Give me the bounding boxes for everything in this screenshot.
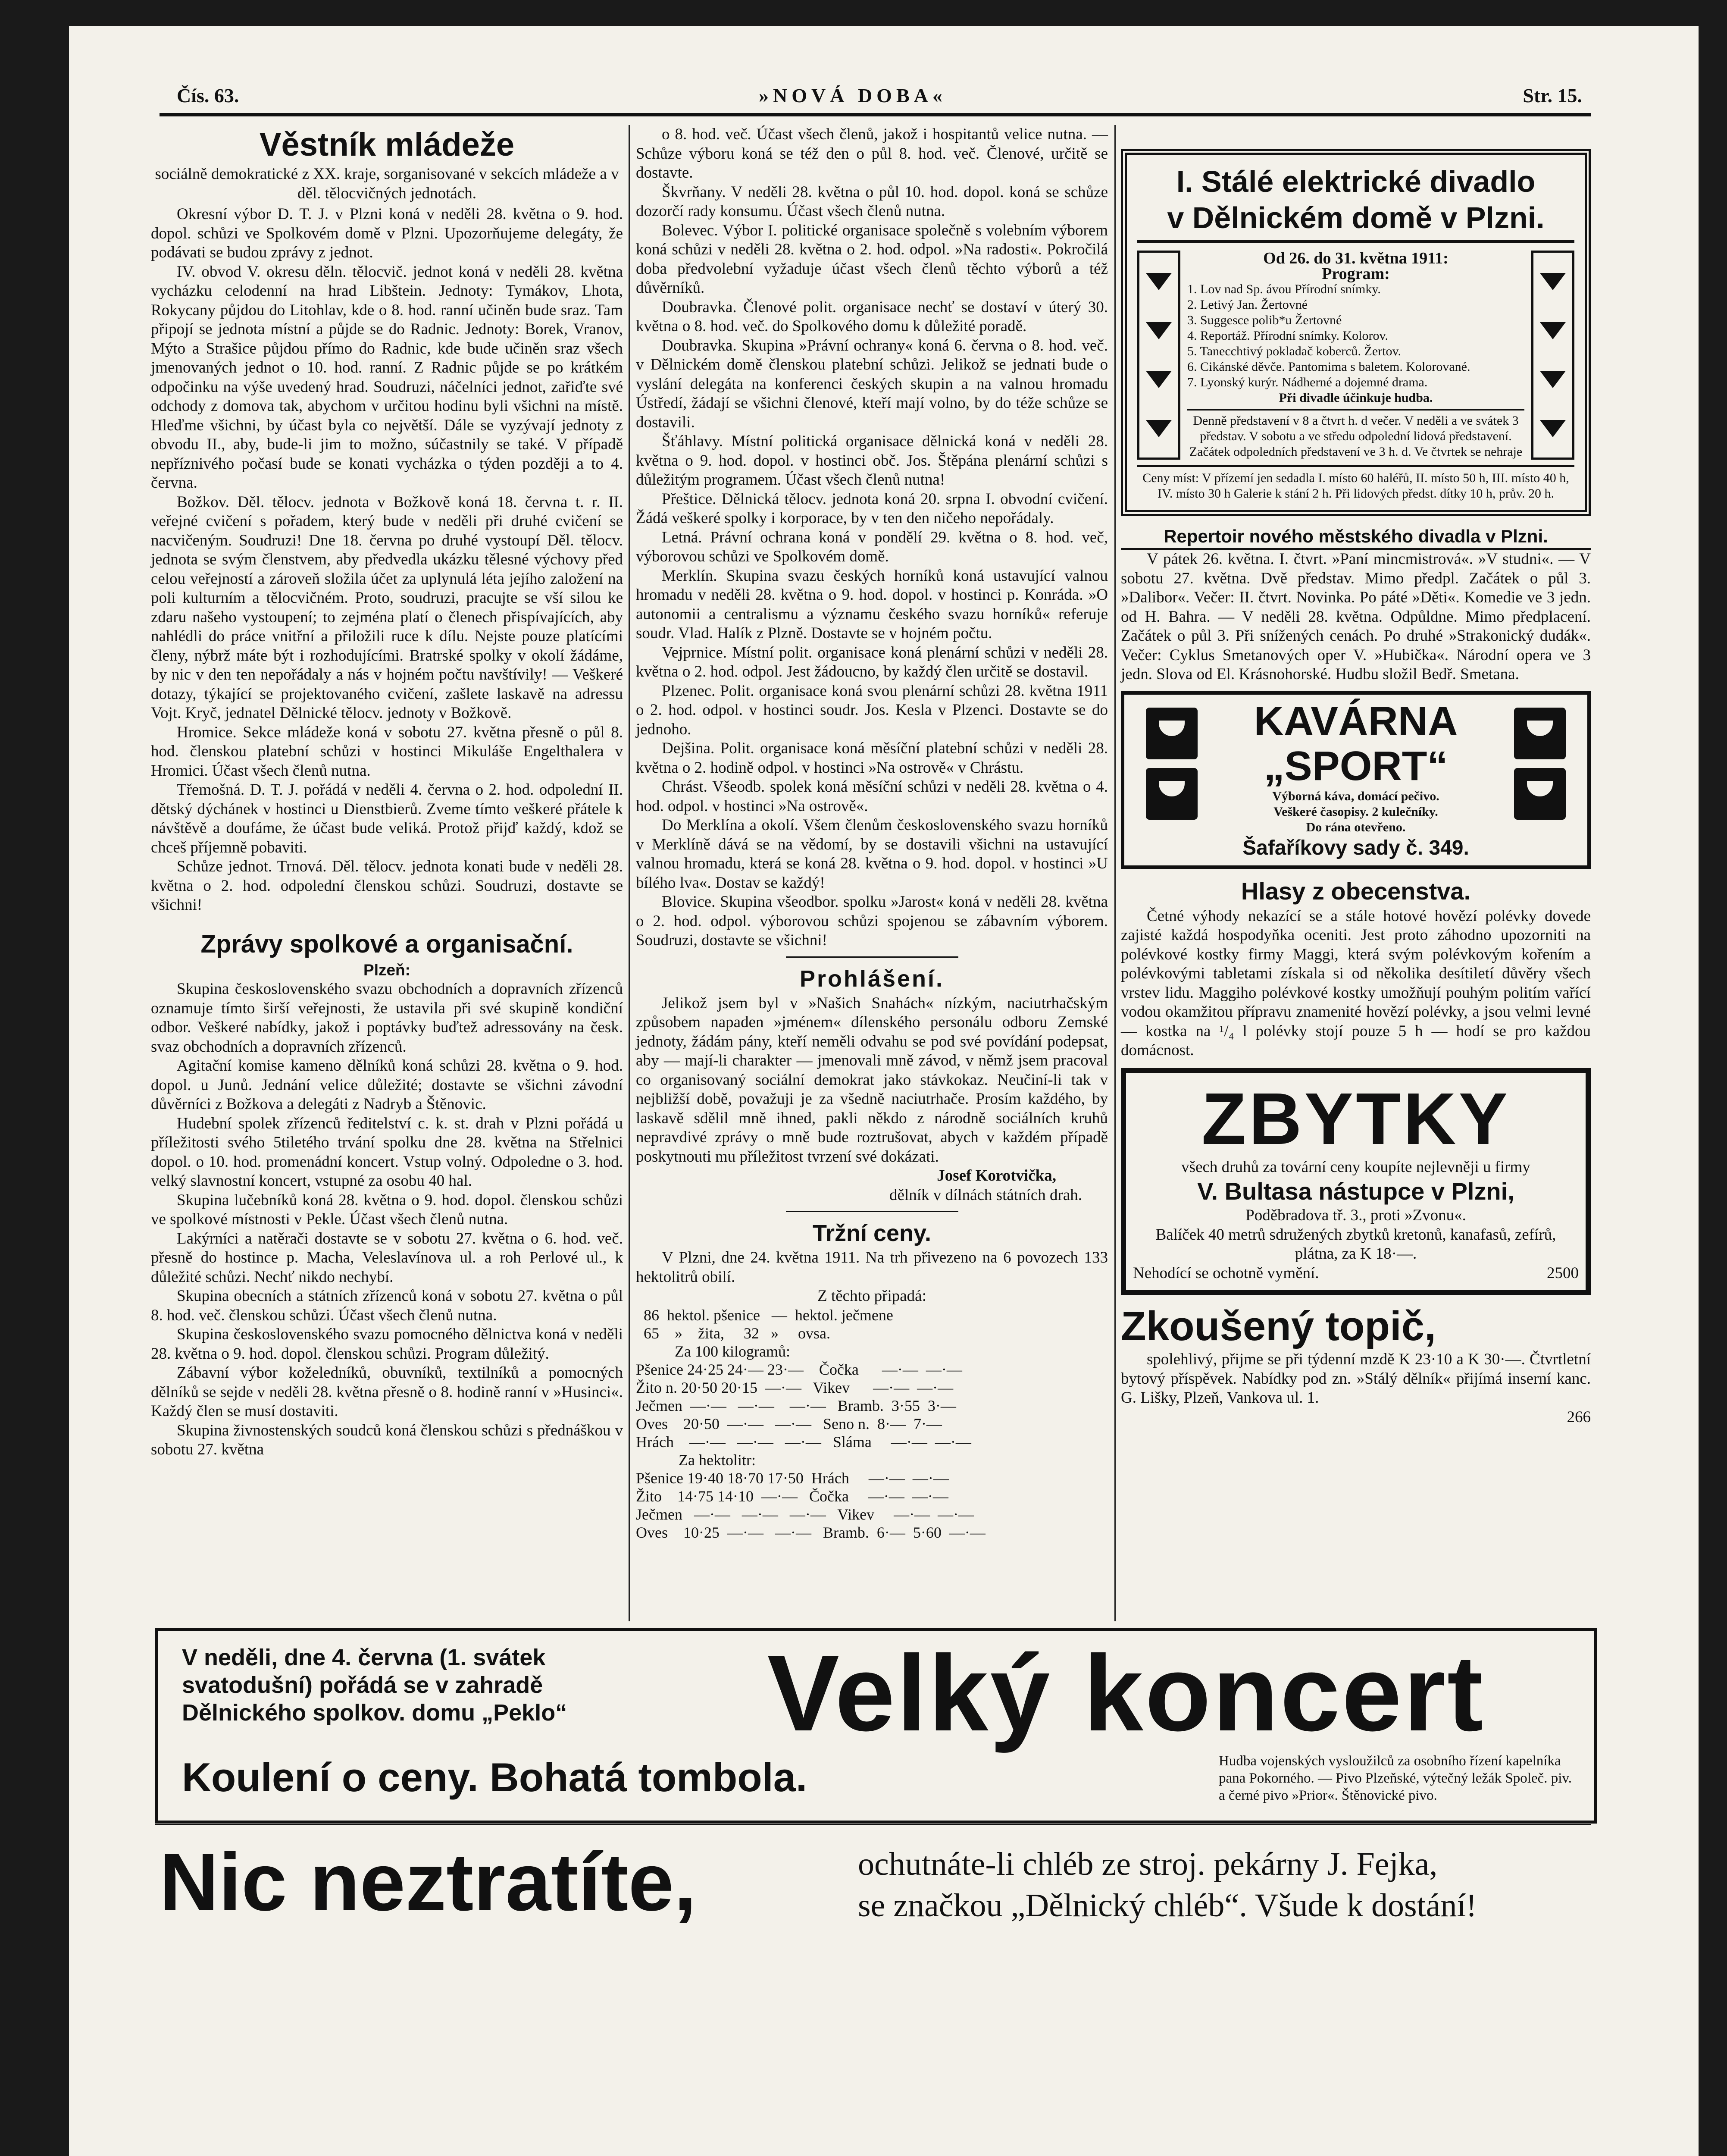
table-row: Žito 14·75 14·10 —·— Čočka —·— —·— xyxy=(636,1487,948,1505)
remnants-firm: V. Bultasa nástupce v Plzni, xyxy=(1197,1178,1514,1205)
cafe-sport-ad xyxy=(1121,691,1591,869)
article-paragraph: o 8. hod. več. Účast všech členů, jakož i hospitantů velice nutna. — Schůze výboru koná se též den o půl 8. hod. več. Členové, určitě se dostavte. xyxy=(636,125,1108,182)
article-paragraph: Agitační komise kameno dělníků koná schůzi 28. května o 9. hod. dopol. u Junů. Jednání velice důležité; dostavte se všichni závodní důvěrníci z Božkova a delegáti z Nadryb a Štěnovic. xyxy=(151,1057,623,1113)
associations-subtitle: Plzeň: xyxy=(363,961,410,979)
column-1 xyxy=(151,125,623,1621)
article-paragraph: Vejprnice. Místní polit. organisace koná plenární schůzi v neděli 28. května o 2. hod. odpol. Jest žádoucno, by každý člen určitě se dostavil. xyxy=(636,643,1108,680)
market-prices-title: Tržní ceny. xyxy=(812,1220,932,1246)
article-paragraph: Šťáhlavy. Místní politická organisace dělnická koná v neděli 28. května o 9. hod. dopol. v hostinci obč. Jos. Štěpána plenární schůzi s důležitým programem. Účast všech členů nutna! xyxy=(636,432,1108,489)
cinema-subtitle: v Dělnickém domě v Plzni. xyxy=(1137,200,1574,243)
market-subtitle: Z těchto připadá: xyxy=(817,1287,926,1305)
cinema-item: 1. Lov nad Sp. ávou Přírodní snímky. xyxy=(1187,282,1381,296)
cafe-name: KAVÁRNA xyxy=(1254,698,1458,744)
concert-title: Velký koncert xyxy=(767,1633,1485,1753)
market-intro: V Plzni, dne 24. května 1911. Na trh přivezeno na 6 povozech 133 hektolitrů obilí. xyxy=(636,1249,1108,1286)
youth-bulletin-title: Věstník mládeže xyxy=(259,126,515,163)
article-paragraph: Do Merklína a okolí. Všem členům československého svazu horníků v Merklíně dává se na vědomí, by se dostavili všichni na ustavující valnou hromadu, která se koná 28. května o 9. hod. dopol. v hostinci »U bílého lva«. Dostav se každý! xyxy=(636,816,1108,892)
stoker-text: spolehlivý, přijme se při týdenní mzdě K 23·10 a K 30·—. Čtvrtletní bytový příspěvek. Nabídky pod zn. »Stálý dělník« přijímá inserní kanc. G. Lišky, Plzeň, Vankova ul. 1. xyxy=(1121,1351,1591,1407)
public-voices-text: Četné výhody nekazící se a stále hotové hovězí polévky dovede zajisté každá hospodyňka oceniti. Jest proto záhodno upozorniti na polévkové kostky firmy Maggi, která svým polévkovým kořením a polévkovými tabletami získala si od několika desítiletí důvěry všech vrstev lidu. Maggiho polévkové kostky umožňují pouhým politím vařící vodou okamžitou přípravu znamenité hovězí polévky, a jsou velmi levné — kostka na ¹/₄ l polévky stojí pouze 5 h — hodí se pro každou domácnost. xyxy=(1121,907,1591,1059)
article-paragraph: Bolevec. Výbor I. politické organisace společně s volebním výborem koná schůzi v neděli 28. května o 2. hod. odpol. »Na radosti«. Pokročilá doba předvolební vyžaduje účast všech členů těchto výborů a též důvěrníků. xyxy=(636,221,1108,297)
column-rule xyxy=(629,125,630,1621)
column-3 xyxy=(1121,149,1591,1621)
cafe-address: Šafaříkovy sady č. 349. xyxy=(1242,836,1469,859)
youth-bulletin-intro: sociálně demokratické z XX. kraje, sorganisované v sekcích mládeže a v děl. tělocvičných jednotách. xyxy=(155,165,619,202)
cinema-item: 6. Cikánské děvče. Pantomima s baletem. Kolorované. xyxy=(1187,360,1470,374)
ad-number: 2500 xyxy=(1547,1264,1579,1282)
ad-number: 266 xyxy=(1567,1408,1591,1426)
article-paragraph: Škvrňany. V neděli 28. května o půl 10. hod. dopol. koná se schůze dozorčí rady konsumu. Účast všech členů nutna. xyxy=(636,183,1108,220)
bread-ad xyxy=(160,1835,1591,1934)
page-number: Str. 15. xyxy=(1523,85,1582,107)
header-rule xyxy=(160,113,1591,116)
article-paragraph: Chrást. Všeodb. spolek koná měsíční schůzi v neděli 28. května o 4. hod. odpol. v hostinci »Na ostrově«. xyxy=(636,778,1108,815)
article-paragraph: Letná. Právní ochrana koná v pondělí 29. května o 8. hod. več, výborovou schůzi ve Spolkovém domě. xyxy=(636,528,1108,565)
article-paragraph: Merklín. Skupina svazu českých horníků koná ustavující valnou hromadu v neděli 28. května o 9. hod. dopol. v hostinci p. Konráda. »O autonomii a centralismu a významu českého svazu horníků« referuje soudr. Vlad. Halík z Plzně. Dostavte se v hojném počtu. xyxy=(636,567,1108,642)
article-paragraph: Doubravka. Členové polit. organisace nechť se dostaví v úterý 30. května o 8. hod. več. do Spolkového domu k důležité poradě. xyxy=(636,298,1108,335)
article-paragraph: Skupina československého svazu obchodních a dopravních zřízenců oznamuje tímto širší veřejnosti, že ustavila při své skupině kondiční odbor. Veškeré nabídky, jakož i poptávky buďtež adressovány na česk. svaz obchodních a dopravních zřízenců. xyxy=(151,980,623,1056)
paper-title: »NOVÁ DOBA« xyxy=(759,85,947,107)
article-paragraph: Třemošná. D. T. J. pořádá v neděli 4. června o 2. hod. odpolední II. dětský dýchánek v hostinci u Dienstbierů. Zveme tímto veškeré přátele k návštěvě a doufáme, že účast bude veliká. Protož přijď každý, kdož se chceš příjemně pobaviti. xyxy=(151,781,623,856)
cinema-item: 7. Lyonský kurýr. Nádherné a dojemné drama. xyxy=(1187,375,1428,389)
article-paragraph: Blovice. Skupina všeodbor. spolku »Jarost« koná v neděli 28. května o 2. hod. odpol. výborovou schůzi spojenou se zábavním výborem. Soudruzi, dostavte se všichni! xyxy=(636,893,1108,949)
article-paragraph: Lakýrníci a natěrači dostavte se v sobotu 27. května o 6. hod. več. přesně do hostince p. Macha, Veleslavínova ul. a roh Perlové ul., k důležité schůzi. Nechť nikdo nechybí. xyxy=(151,1229,623,1286)
repertoire-title: Repertoir nového městského divadla v Plzni. xyxy=(1121,525,1591,550)
stoker-title: Zkoušený topič, xyxy=(1121,1303,1436,1349)
declaration-title: Prohlášení. xyxy=(799,965,945,992)
column-rule xyxy=(1114,125,1116,1621)
remnants-note: Nehodící se ochotně vymění. xyxy=(1133,1264,1319,1282)
article-paragraph: Skupina obecních a státních zřízenců koná v sobotu 27. května o půl 8. hod. več. členskou schůzi. Účast všech členů nutna. xyxy=(151,1287,623,1324)
table-row: Ječmen —·— —·— —·— Vikev —·— —·— xyxy=(636,1505,974,1523)
table-row: Ječmen —·— —·— —·— Bramb. 3·55 3·— xyxy=(636,1397,956,1414)
table-row: 86 hektol. pšenice — hektol. ječmene xyxy=(636,1306,893,1324)
table-row: Žito n. 20·50 20·15 —·— Vikev —·— —·— xyxy=(636,1379,954,1396)
column-2 xyxy=(636,125,1108,1541)
cinema-prices: Ceny míst: V přízemí jen sedadla I. místo 60 haléřů, II. místo 50 h, III. místo 40 h, IV. místo 30 h Galerie k stání 2 h. Při lidových předst. dítky 10 h, prův. 20 h. xyxy=(1137,465,1574,501)
article-paragraph: Hromice. Sekce mládeže koná v sobotu 27. května přesně o půl 8. hod. členskou platební schůzi v hostinci Mikuláše Engelthalera v Hromici. Účast všech členů nutna. xyxy=(151,723,623,780)
cafe-line: Výborná káva, domácí pečivo. xyxy=(1272,789,1439,803)
arrow-down-icon xyxy=(1137,251,1180,460)
article-paragraph: Přeštice. Dělnická tělocv. jednota koná 20. srpna I. obvodní cvičení. Žádá veškeré spolky i korporace, by v ten den ničeho nepořádaly. xyxy=(636,490,1108,527)
cafe-name-sport: „SPORT“ xyxy=(1264,743,1448,789)
concert-ad xyxy=(155,1628,1597,1824)
table-row: Oves 20·50 —·— —·— Seno n. 8·— 7·— xyxy=(636,1415,942,1432)
article-paragraph: Plzenec. Polit. organisace koná svou plenární schůzi 28. května 1911 o 2. hod. odpol. v hostinci soudr. Jos. Kesla v Plzenci. Dostavte se do jednoho. xyxy=(636,682,1108,738)
cinema-music: Při divadle účinkuje hudba. xyxy=(1279,391,1433,405)
article-paragraph: Zábavní výbor koželedníků, obuvníků, textilníků a pomocných dělníků se sejde v neděli 28. května přesně o 8. hodině ranní v »Husinci«. Každý člen se musí dostaviti. xyxy=(151,1364,623,1420)
article-paragraph: Doubravka. Skupina »Právní ochrany« koná 6. června o 8. hod. več. v Dělnickém domě členskou platební schůzi. Jelikož se jednati bude o vyslání delegáta na konferenci českých skupin a na valnou hromadu Ústředí, žádají se všichni členové, kteří mají volno, by do téže schůze se dostavili. xyxy=(636,336,1108,431)
cinema-item: 2. Letivý Jan. Žertovné xyxy=(1187,298,1308,312)
remnants-line: všech druhů za tovární ceny koupíte nejlevněji u firmy xyxy=(1181,1158,1530,1176)
table-row: Pšenice 19·40 18·70 17·50 Hrách —·— —·— xyxy=(636,1469,949,1487)
article-paragraph: Božkov. Děl. tělocv. jednota v Božkově koná 18. června t. r. II. veřejné cvičení s pořadem, který bude v neděli při druhé cvičení se nacvičeným. Soudruzi! Dne 18. června po druhé vystoupí Děl. tělocv. jednota se svým členstvem, aby předvedla ukázku tělesné výchovy před celou veřejností a zároveň složila účet za uplynulá léta jejího založení na poli kulturním a tělocvičném. Proto, soudruzi, pracujte se vší silou ke zdaru našeho vystoupení; to zejména platí o členech přispívajících, aby nahlédli do práce vnitřní a přiložili ruce k dílu. Nejste pouze platícími členy, nýbrž máte být i rozhodujícími. Bratrské spolky v okolí žádáme, by nic v den ten nepořádaly a nás v hojném počtu navštívily! — Veškeré dotazy, týkající se projektovaného cvičení, zašlete laskavě na adressu Vojt. Kryč, jednatel Dělnické tělocv. jednoty v Božkově. xyxy=(151,493,623,722)
coffee-cup-icon xyxy=(1497,699,1583,861)
cinema-program-label: Program: xyxy=(1322,265,1390,283)
cinema-title: I. Stálé elektrické divadlo xyxy=(1176,165,1536,198)
concert-details: Hudba vojenských vysloužilců za osobního řízení kapelníka pana Pokorného. — Pivo Plzeňské, výtečný ležák Společ. piv. a černé pivo »Prior«. Štěnovické pivo. xyxy=(1219,1753,1572,1803)
cafe-line: Do rána otevřeno. xyxy=(1306,820,1406,834)
bread-line: ochutnáte-li chléb ze stroj. pekárny J. Fejka, xyxy=(858,1846,1438,1882)
remnants-ad xyxy=(1121,1068,1591,1295)
concert-announcement: V neděli, dne 4. června (1. svátek svatodušní) pořádá se v zahradě Dělnického spolkov. domu „Peklo“ xyxy=(182,1645,567,1726)
bread-slogan: Nic neztratíte, xyxy=(160,1836,697,1928)
article-paragraph: Okresní výbor D. T. J. v Plzni koná v neděli 28. května o 9. hod. dopol. schůzi ve Spolkovém domě v Plzni. Upozorňujeme delegáty, že podávati se budou zprávy z jednot. xyxy=(151,205,623,261)
bread-line: se značkou „Dělnický chléb“. Všude k dostání! xyxy=(858,1887,1477,1924)
declaration-text: Jelikož jsem byl v »Našich Snahách« nízkým, naciutrhačským způsobem napaden »jménem« dílenského personálu odboru Zemské jednoty, žádám pány, kteří neměli odvahu se pod své povídání podepsat, aby — mají-li charakter — jmenovali mně závod, v němž jsem pracoval co organisovaný sociální demokrat jako stávkokaz. Neučiní-li tak v nejbližší době, považuji je za všedně naciutrhače. Prosím každého, by laskavě sdělil mně ihned, pakli někdo z národně sociálních kruhů nepravdivé zprávy o mně bude roztrušovat, abych v každém případě poskytnouti mu příležitost tvrzení své dokázati. xyxy=(636,994,1108,1166)
table-row: 65 » žita, 32 » ovsa. xyxy=(636,1324,830,1342)
associations-title: Zprávy spolkové a organisační. xyxy=(200,930,573,958)
cafe-line: Veškeré časopisy. 2 kulečníky. xyxy=(1273,804,1438,819)
article-paragraph: Skupina lučebníků koná 28. května o 9. hod. dopol. členskou schůzi ve spolkové místnosti v Pekle. Účast všech členů nutna. xyxy=(151,1191,623,1228)
cinema-item: 4. Reportáž. Přírodní snímky. Kolorov. xyxy=(1187,329,1389,343)
article-paragraph: Dejšina. Polit. organisace koná měsíční platební schůzi v neděli 28. května o 2. hodině odpol. v hostinci »Na ostrově« v Chrástu. xyxy=(636,740,1108,777)
issue-number: Čís. 63. xyxy=(177,85,239,107)
page-header xyxy=(177,84,1582,110)
remnants-offer: Balíček 40 metrů sdružených zbytků kretonů, kanafasů, zefírů, plátna, za K 18·—. xyxy=(1155,1225,1556,1263)
cinema-item: 5. Tanecchtivý pokladač koberců. Žertov. xyxy=(1187,344,1402,358)
repertoire-text: V pátek 26. května. I. čtvrt. »Paní mincmistrová«. »V studni«. — V sobotu 27. května. Dvě představ. Mimo předpl. Začátek o půl 3. »Dalibor«. Večer: II. čtvrt. Novinka. Po páté »Děti«. Komedie ve 3 jedn. od H. Bahra. — V neděli 28. května. Odpůldne. Mimo předplacení. Začátek o půl 3. Při snížených cenách. Po druhé »Strakonický dudák«. Večer: Cyklus Smetanových oper V. »Hubička«. Národní opera ve 3 jedn. Slova od El. Krásnohorské. Hudbu složil Bedř. Smetana. xyxy=(1121,550,1591,683)
article-paragraph: Hudební spolek zřízenců ředitelství c. k. st. drah v Plzni pořádá u příležitosti svého 5tiletého trvání spolku dne 28. května na Střelnici dopol. o 10. hod. promenádní koncert. Vstup volný. Odpoledne o 3. hod. velký slavnostní koncert, vstupné za osobu 40 hal. xyxy=(151,1114,623,1190)
arrow-down-icon xyxy=(1531,251,1574,460)
table-row: Hrách —·— —·— —·— Sláma —·— —·— xyxy=(636,1433,971,1451)
cinema-item: 3. Suggesce polib*u Žertovné xyxy=(1187,313,1342,327)
cinema-dates: Od 26. do 31. května 1911: xyxy=(1263,249,1449,267)
article-paragraph: Skupina živnostenských soudců koná členskou schůzi s přednáškou v sobotu 27. května xyxy=(151,1421,623,1458)
remnants-title: ZBYTKY xyxy=(1201,1078,1510,1160)
table-row: Oves 10·25 —·— —·— Bramb. 6·— 5·60 —·— xyxy=(636,1523,986,1541)
article-paragraph: Schůze jednot. Trnová. Děl. tělocv. jednota konati bude v neděli 28. května o 2. hod. odpolední členskou schůzi. Soudruzi, dostavte se všichni! xyxy=(151,858,623,914)
cinema-ad xyxy=(1121,149,1591,516)
concert-highlight: Koulení o ceny. Bohatá tombola. xyxy=(182,1755,807,1800)
table-row: Za hektolitr: xyxy=(636,1451,756,1469)
article-paragraph: Skupina československého svazu pomocného dělnictva koná v neděli 28. května o 9. hod. dopol. členskou schůzi. Program důležitý. xyxy=(151,1326,623,1363)
declaration-signature: Josef Korotvička, xyxy=(937,1167,1056,1185)
table-row: Pšenice 24·25 24·— 23·— Čočka —·— —·— xyxy=(636,1360,962,1378)
coffee-cup-icon xyxy=(1129,699,1215,861)
cinema-notes: Denně představení v 8 a čtvrt h. d večer. V neděli a ve svátek 3 představ. V sobotu a ve středu odpolední lidová představení. Začátek odpoledních představení ve 3 h. d. Ve čtvrtek se nehraje xyxy=(1187,409,1524,460)
article-paragraph: IV. obvod V. okresu děln. tělocvič. jednot koná v neděli 28. května vycházku celodenní na hrad Libštein. Jednoty: Tymákov, Lhota, Rokycany půjdou do Litohlav, kde o 8. hod. ranní učiněn bude sraz. Tam připojí se jednota místní a půjde se do Radnic. Jednoty: Borek, Vranov, Mýto a Strašice půjdou přímo do Radnic, kde bude učiněn sraz všech jmenovaných jednot o 10. hod. ranní. Z Radnic půjde se po krátkém odpočinku na výše uvedený hrad. Soudruzi, náčelníci jednot, zařiďte své odchody z domova tak, abychom v určitou hodinu byli všichni na místě. Hleďme všichni, by účast byla co největší. Dále se vyzývají jednoty z obvodu II., aby, bude-li jim to možno, súčastnily se také. V případě nepříznivého počasí bude se konati vycházka o týden později a to 4. června. xyxy=(151,263,623,492)
public-voices-title: Hlasy z obecenstva. xyxy=(1241,877,1471,905)
table-row: Za 100 kilogramů: xyxy=(636,1342,790,1360)
market-table xyxy=(636,1306,1108,1542)
remnants-address: Poděbradova tř. 3., proti »Zvonu«. xyxy=(1245,1206,1466,1224)
declaration-signature-role: dělník v dílnách státních drah. xyxy=(889,1186,1082,1204)
